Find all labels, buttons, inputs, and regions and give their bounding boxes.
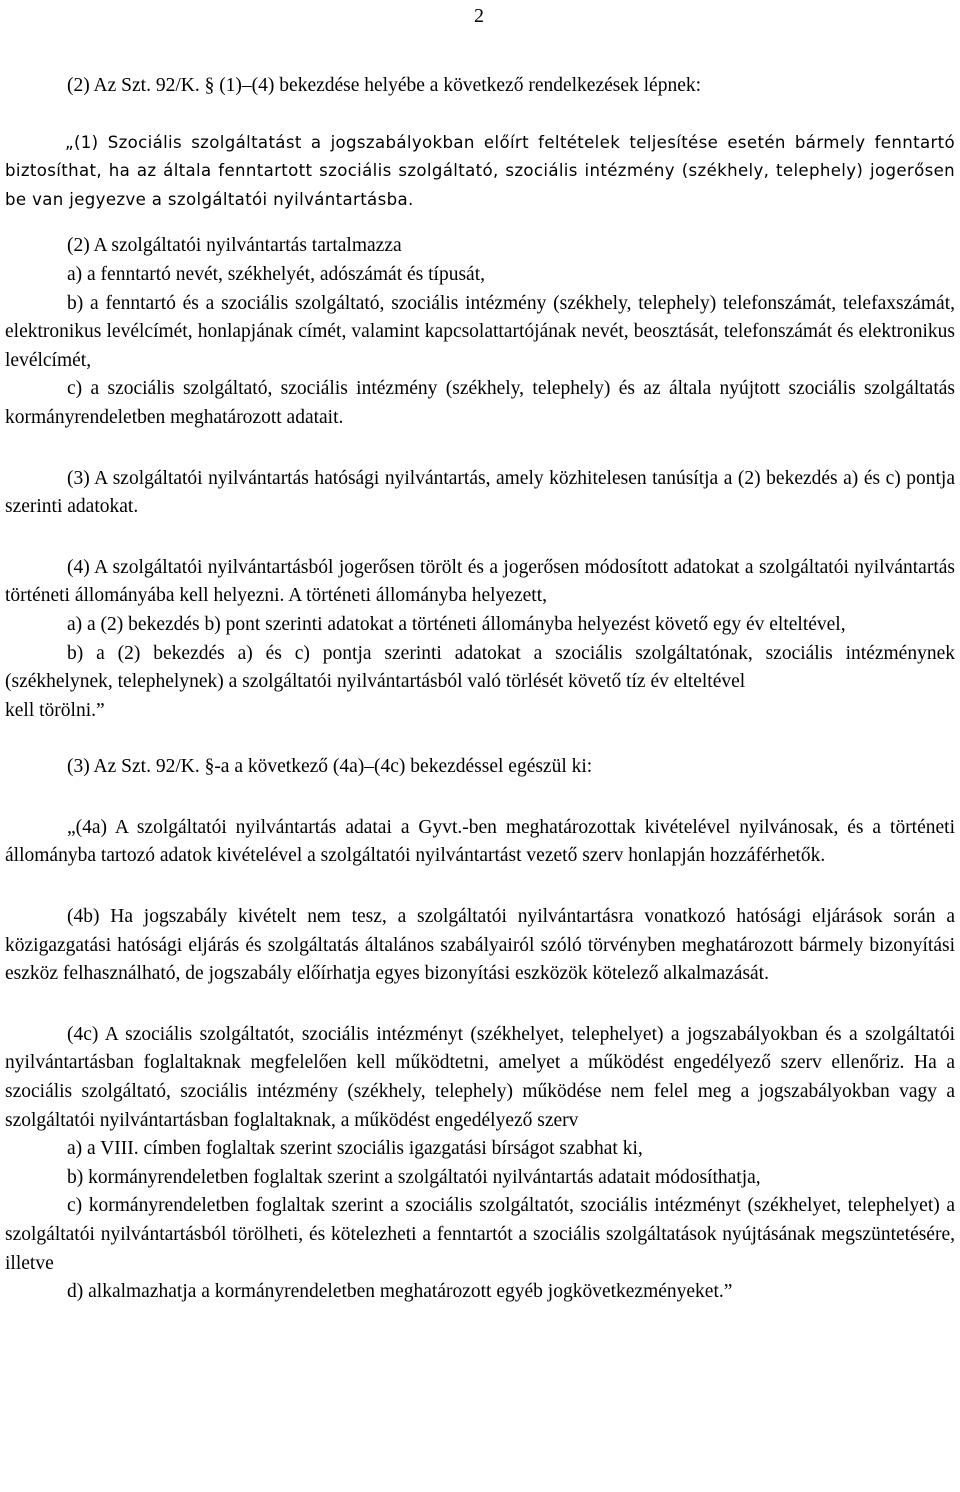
list-item-4c-a: a) a VIII. címben foglaltak szerint szociális igazgatási bírságot szabhat ki, <box>67 1138 643 1160</box>
document-body <box>5 72 955 1307</box>
paragraph-section-4a: „(4a) A szolgáltatói nyilvántartás adatai a Gyvt.-ben meghatározottak kivételével nyilvánosak, és a történeti állományba tartozó adatok kivételével a szolgáltatói nyilvántartást vezető szerv honlapján hozzáférhetők. <box>5 816 955 867</box>
list-item-2b: b) a fenntartó és a szociális szolgáltató, szociális intézmény (székhely, telephely) telefonszámát, telefaxszámát, elektronikus levélcímét, honlapjának címét, valamint kapcsolattartójának nevét, beosztását, telefonszámát és elektronikus levélcímét, <box>5 292 955 371</box>
paragraph-section-3: (3) A szolgáltatói nyilvántartás hatósági nyilvántartás, amely közhitelesen tanúsítja a (2) bekezdés a) és c) pontja szerinti adatokat. <box>5 467 955 518</box>
paragraph-section-4-end: kell törölni.” <box>5 699 105 721</box>
list-item-2a: a) a fenntartó nevét, székhelyét, adószámát és típusát, <box>67 263 485 285</box>
list-item-4c-b: b) kormányrendeletben foglaltak szerint a szolgáltatói nyilvántartás adatait módosíthatja, <box>67 1166 761 1188</box>
list-item-4c-c: c) kormányrendeletben foglaltak szerint a szociális szolgáltatót, szociális intézményt (székhelyet, telephelyet) a szolgáltatói nyilvántartásból törölheti, és kötelezheti a fenntartót a szociális szolgáltatások nyújtásának megszüntetésére, illetve <box>5 1195 955 1274</box>
list-item-2c: c) a szociális szolgáltató, szociális intézmény (székhely, telephely) és az általa nyújtott szociális szolgáltatás kormányrendeletben meghatározott adatait. <box>5 378 955 428</box>
paragraph-section-1: „(1) Szociális szolgáltatást a jogszabályokban előírt feltételek teljesítése esetén bármely fenntartó biztosíthat, ha az általa fenntartott szociális szolgáltató, szociális intézmény (székhely, telephely) jogerősen be van jegyezve a szolgáltatói nyilvántartásba. <box>5 132 955 209</box>
paragraph-amendment-intro: (2) Az Szt. 92/K. § (1)–(4) bekezdése helyébe a következő rendelkezések lépnek: <box>67 75 702 96</box>
paragraph-amendment-4a-4c: (3) Az Szt. 92/K. §-a a következő (4a)–(4c) bekezdéssel egészül ki: <box>67 756 593 778</box>
list-item-4a: a) a (2) bekezdés b) pont szerinti adatokat a történeti állományba helyezést követő egy év elteltével, <box>67 613 846 635</box>
paragraph-section-2-intro: (2) A szolgáltatói nyilvántartás tartalmazza <box>67 235 402 257</box>
list-item-4b: b) a (2) bekezdés a) és c) pontja szerinti adatokat a szociális szolgáltatónak, szociális intézménynek (székhelynek, telephelynek) a szolgáltatói nyilvántartásból való törlését követő tíz év elteltével <box>5 642 955 693</box>
paragraph-section-4b: (4b) Ha jogszabály kivételt nem tesz, a szolgáltatói nyilvántartásra vonatkozó hatósági eljárások során a közigazgatási hatósági eljárás és szolgáltatás általános szabályairól szóló törvényben meghatározott bármely bizonyítási eszköz felhasználható, de jogszabály előírhatja egyes bizonyítási eszközök kötelező alkalmazását. <box>5 906 955 985</box>
paragraph-section-4c-intro: (4c) A szociális szolgáltatót, szociális intézményt (székhelyet, telephelyet) a jogszabályokban és a szolgáltatói nyilvántartásban foglaltaknak megfelelően kell működtetni, amelyet a működést engedélyező szerv ellenőriz. Ha a szociális szolgáltató, szociális intézmény (székhely, telephely) működése nem felel meg a jogszabályokban vagy a szolgáltatói nyilvántartásban foglaltaknak, a működést engedélyező szerv <box>5 1023 955 1131</box>
page-number: 2 <box>474 5 484 27</box>
list-item-4c-d: d) alkalmazhatja a kormányrendeletben meghatározott egyéb jogkövetkezményeket.” <box>67 1281 733 1303</box>
paragraph-section-4-intro: (4) A szolgáltatói nyilvántartásból jogerősen törölt és a jogerősen módosított adatokat a szolgáltatói nyilvántartás történeti állományába kell helyezni. A történeti állományba helyezett, <box>5 556 955 607</box>
